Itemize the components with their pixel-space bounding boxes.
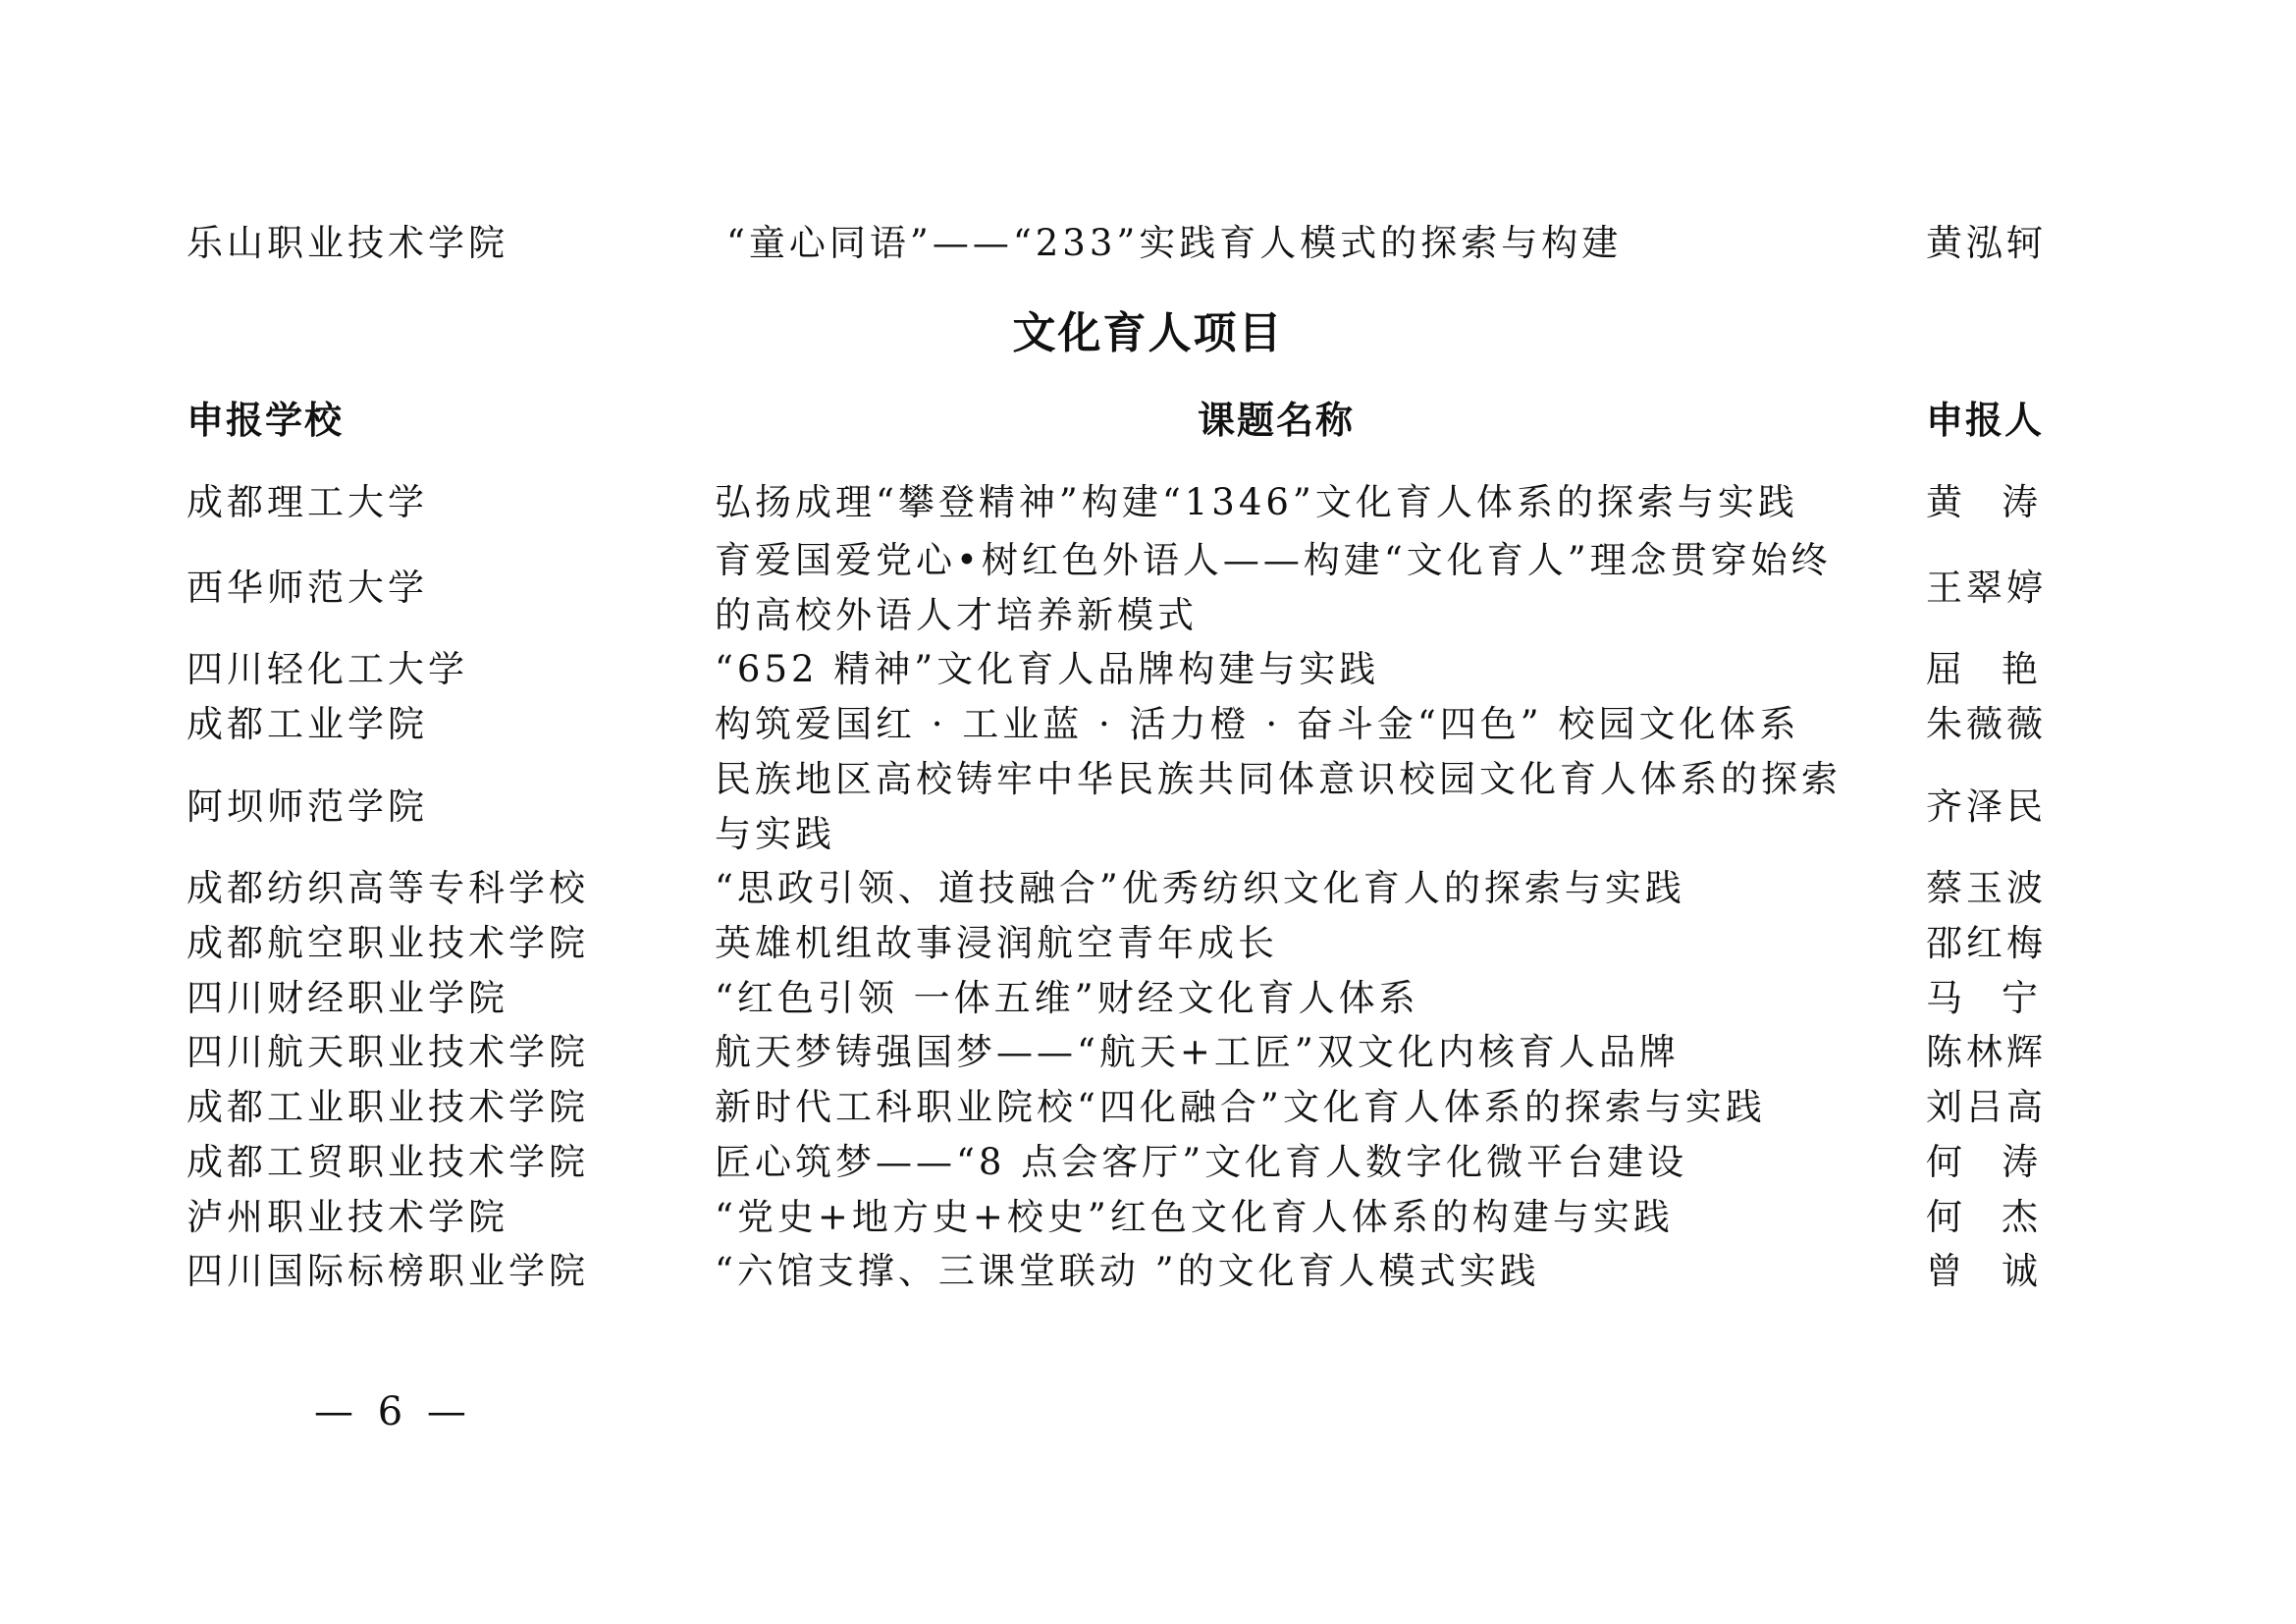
applicant-cell: 邵红梅: [1926, 922, 2047, 964]
school-cell: 四川国际标榜职业学院: [187, 1250, 589, 1292]
applicant-cell: 陈林辉: [1926, 1031, 2047, 1073]
topic-cell: 匠心筑梦——“8 点会客厅”文化育人数字化微平台建设: [715, 1141, 1688, 1183]
topic-cell: 弘扬成理“攀登精神”构建“1346”文化育人体系的探索与实践: [715, 481, 1798, 523]
applicant-cell: 黄涛: [1926, 481, 2077, 523]
topic-cell: “红色引领 一体五维”财经文化育人体系: [715, 977, 1419, 1019]
applicant-cell: 何杰: [1926, 1196, 2077, 1238]
topic-cell: “652 精神”文化育人品牌构建与实践: [715, 648, 1380, 690]
school-cell: 西华师范大学: [187, 567, 428, 609]
header-applicant: 申报人: [1926, 399, 2045, 442]
applicant-cell: 刘吕高: [1926, 1086, 2047, 1128]
topic-cell: 构筑爱国红 · 工业蓝 · 活力橙 · 奋斗金“四色” 校园文化体系: [715, 703, 1800, 745]
school-cell: 四川财经职业学院: [187, 977, 508, 1019]
topic-cell: 育爱国爱党心•树红色外语人——构建“文化育人”理念贯穿始终的高校外语人才培养新模式: [715, 539, 1832, 636]
topic-cell: “党史+地方史+校史”红色文化育人体系的构建与实践: [715, 1196, 1674, 1238]
applicant-cell: 马宁: [1926, 977, 2077, 1019]
school-cell: 泸州职业技术学院: [187, 1196, 508, 1238]
applicant-cell: 黄泓轲: [1926, 222, 2047, 264]
topic-cell: “思政引领、道技融合”优秀纺织文化育人的探索与实践: [715, 867, 1685, 909]
school-cell: 成都工贸职业技术学院: [187, 1141, 589, 1183]
school-cell: 乐山职业技术学院: [187, 222, 508, 264]
applicant-cell: 王翠婷: [1926, 567, 2047, 609]
topic-cell: 航天梦铸强国梦——“航天+工匠”双文化内核育人品牌: [715, 1031, 1680, 1073]
school-cell: 成都理工大学: [187, 481, 428, 523]
applicant-cell: 齐泽民: [1926, 785, 2047, 828]
applicant-cell: 朱薇薇: [1926, 703, 2047, 745]
applicant-cell: 蔡玉波: [1926, 867, 2047, 909]
topic-cell: 新时代工科职业院校“四化融合”文化育人体系的探索与实践: [715, 1086, 1766, 1128]
school-cell: 成都纺织高等专科学校: [187, 867, 589, 909]
header-topic: 课题名称: [1198, 399, 1356, 442]
applicant-cell: 曾诚: [1926, 1250, 2077, 1292]
school-cell: 成都工业职业技术学院: [187, 1086, 589, 1128]
topic-cell: “六馆支撑、三课堂联动 ”的文化育人模式实践: [715, 1250, 1540, 1292]
applicant-cell: 何涛: [1926, 1141, 2077, 1183]
school-cell: 四川轻化工大学: [187, 648, 468, 690]
section-title: 文化育人项目: [1012, 308, 1284, 358]
topic-cell: 英雄机组故事浸润航空青年成长: [715, 922, 1278, 964]
topic-cell: “童心同语”——“233”实践育人模式的探索与构建: [726, 222, 1623, 264]
school-cell: 阿坝师范学院: [187, 785, 428, 828]
school-cell: 成都航空职业技术学院: [187, 922, 589, 964]
school-cell: 成都工业学院: [187, 703, 428, 745]
school-cell: 四川航天职业技术学院: [187, 1031, 589, 1073]
page-number: — 6 —: [314, 1389, 472, 1435]
topic-cell: 民族地区高校铸牢中华民族共同体意识校园文化育人体系的探索与实践: [715, 758, 1842, 855]
header-school: 申报学校: [187, 399, 345, 442]
applicant-cell: 屈艳: [1926, 648, 2077, 690]
